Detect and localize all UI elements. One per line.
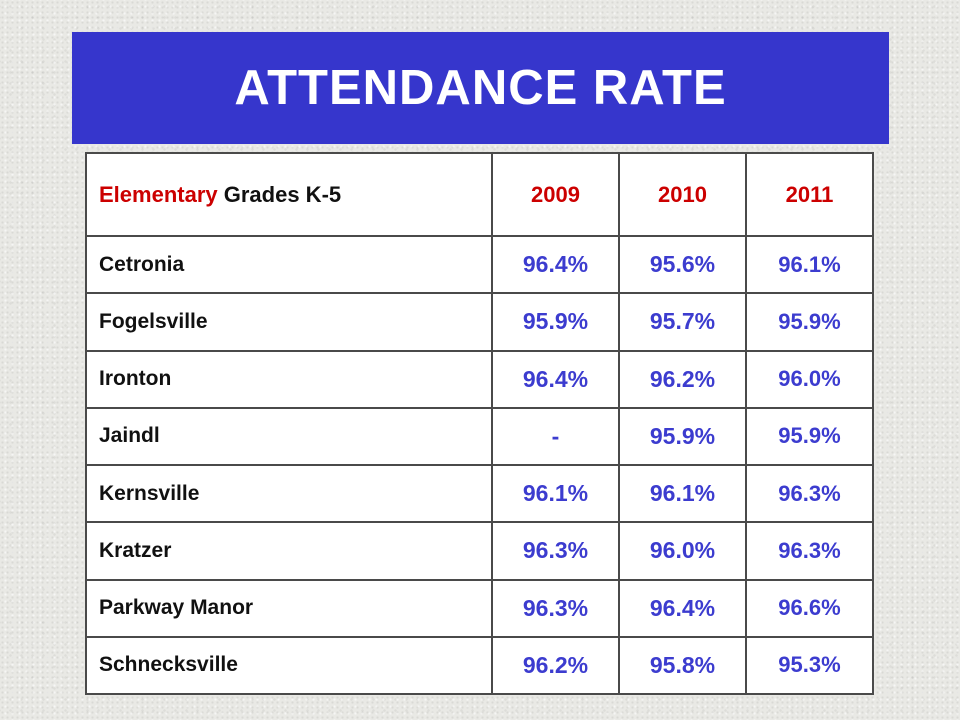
table-row (86, 522, 873, 579)
attendance-table (85, 152, 874, 695)
table-row (86, 580, 873, 637)
rate-2011: 96.0% (746, 351, 873, 408)
table-row (86, 351, 873, 408)
attendance-table-container (85, 152, 873, 695)
school-name: Kernsville (86, 465, 492, 522)
rate-2009: 95.9% (492, 293, 619, 350)
table-row (86, 637, 873, 694)
rate-2010: 95.6% (619, 236, 746, 293)
table-header-row (86, 153, 873, 236)
rate-2009: 96.2% (492, 637, 619, 694)
page-title: ATTENDANCE RATE (234, 61, 727, 115)
rate-2011: 96.1% (746, 236, 873, 293)
rate-2011: 96.3% (746, 465, 873, 522)
rate-2010: 95.7% (619, 293, 746, 350)
table-row (86, 293, 873, 350)
rate-2010: 96.1% (619, 465, 746, 522)
rate-2009: 96.4% (492, 351, 619, 408)
school-name: Ironton (86, 351, 492, 408)
header-school-cell (86, 153, 492, 236)
rate-2009: 96.4% (492, 236, 619, 293)
rate-2009: 96.3% (492, 522, 619, 579)
school-name: Cetronia (86, 236, 492, 293)
title-banner (72, 32, 889, 144)
rate-2011: 96.3% (746, 522, 873, 579)
rate-2011: 95.3% (746, 637, 873, 694)
school-name: Kratzer (86, 522, 492, 579)
rate-2010: 96.0% (619, 522, 746, 579)
header-year-2010: 2010 (619, 153, 746, 236)
table-row (86, 465, 873, 522)
rate-2011: 95.9% (746, 408, 873, 465)
header-elementary-label: Elementary (99, 181, 218, 207)
table-row (86, 408, 873, 465)
rate-2011: 95.9% (746, 293, 873, 350)
header-grades-label: Grades K-5 (223, 181, 342, 207)
school-name: Parkway Manor (86, 580, 492, 637)
header-year-2009: 2009 (492, 153, 619, 236)
rate-2011: 96.6% (746, 580, 873, 637)
rate-2009: - (492, 408, 619, 465)
rate-2010: 95.8% (619, 637, 746, 694)
rate-2010: 96.2% (619, 351, 746, 408)
school-name: Jaindl (86, 408, 492, 465)
rate-2010: 95.9% (619, 408, 746, 465)
rate-2009: 96.3% (492, 580, 619, 637)
table-row (86, 236, 873, 293)
school-name: Fogelsville (86, 293, 492, 350)
school-name: Schnecksville (86, 637, 492, 694)
header-year-2011: 2011 (746, 153, 873, 236)
rate-2010: 96.4% (619, 580, 746, 637)
rate-2009: 96.1% (492, 465, 619, 522)
